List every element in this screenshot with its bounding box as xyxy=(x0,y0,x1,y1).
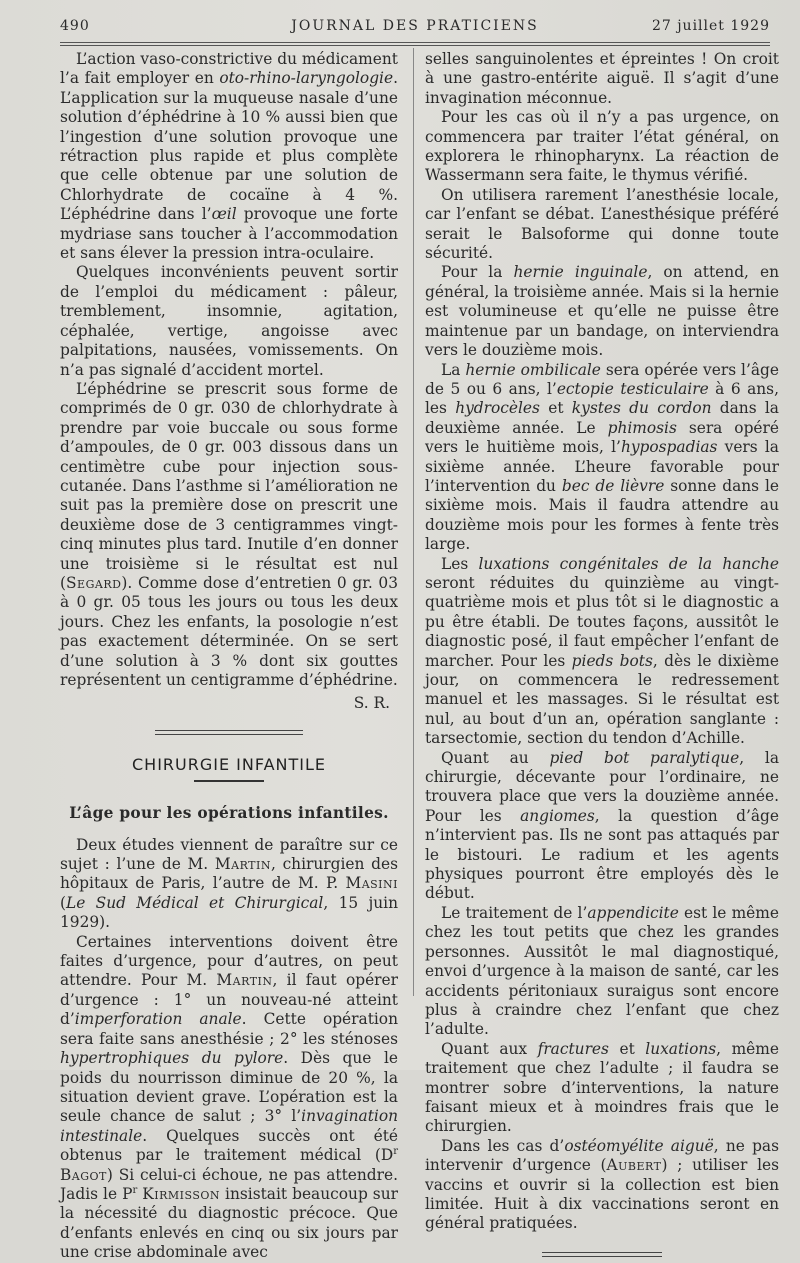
paragraph: La hernie ombilicale sera opérée vers l’âge de 5 ou 6 ans, l’ectopie testiculaire à 6 ans, les hydrocèles et kystes du cordon dans la deuxième année. Le phimosis sera opéré vers le huitième mois, l’hypospadias vers la sixième année. L’heure favorable pour l’intervention du bec de lièvre sonne dans le sixième mois. Mais il faudra attendre au douzième mois pour les formes à fente très large. xyxy=(425,360,779,554)
right-column xyxy=(425,50,779,1257)
issue-date: 27 juillet 1929 xyxy=(651,18,770,34)
paragraph: Deux études viennent de paraître sur ce sujet : l’une de M. Martin, chirurgien des hôpitaux de Paris, l’autre de M. P. Masini (Le Sud Médical et Chirurgical, 15 juin 1929). xyxy=(60,835,398,932)
header-rule xyxy=(60,42,770,46)
page-number: 490 xyxy=(60,18,90,34)
column-divider xyxy=(413,48,414,996)
paragraph: Certaines interventions doivent être faites d’urgence, pour d’autres, on peut attendre. Pour M. Martin, il faut opérer d’urgence : 1° un nouveau-né atteint d’imperforation anale. Cette opération sera faite sans anesthésie ; 2° les sténoses hypertrophiques du pylore. Dès que le poids du nourrisson diminue de 20 %, la situation devient grave. L’opération est la seule chance de salut ; 3° l’invagination intestinale. Quelques succès ont été obtenus par le traitement médical ($D^r$ Bagot) Si celui-ci échoue, ne pas attendre. Jadis le $P^r$ Kirmisson insistait beaucoup sur la nécessité du diagnostic précoce. Que d’enfants enlevés en cinq ou six jours par une crise abdominale avec xyxy=(60,932,399,1262)
paragraph: Quant aux fractures et luxations, même traitement que chez l’adulte ; il faudra se montrer sobre d’interventions, la nature faisant mieux et à moindres frais que le chirurgien. xyxy=(425,1039,779,1136)
paragraph: Quant au pied bot paralytique, la chirurgie, décevante pour l’ordinaire, ne trouvera place que vers la douzième année. Pour les angiomes, la question d’âge n’intervient pas. Ils ne sont pas attaqués par le bistouri. Le radium et les agents physiques pourront être employés dès le début. xyxy=(425,748,780,903)
paragraph: On utilisera rarement l’anesthésie locale, car l’enfant se débat. L’anesthésique préféré serait le Balsoforme qui donne toute sécurité. xyxy=(425,185,779,263)
paragraph: L’action vaso-constrictive du médicament l’a fait employer en oto-rhino-laryngologie. L’application sur la muqueuse nasale d’une solution d’éphédrine à 10 % aussi bien que l’ingestion d’une solution provoque une rétraction plus rapide et plus complète que celle obtenue par une solution de Chlorhydrate de cocaïne à 4 %. L’éphédrine dans l’œil provoque une forte mydriase sans toucher à l’accommodation et sans élever la pression intra-oculaire. xyxy=(60,50,398,263)
section-title: CHIRURGIE INFANTILE xyxy=(131,754,327,774)
paragraph: L’éphédrine se prescrit sous forme de comprimés de 0 gr. 030 de chlorhydrate à prendre par voie buccale ou sous forme d’ampoules, de 0 gr. 003 dissous dans un centimètre cube pour injection sous-cutanée. Dans l’asthme si l’amélioration ne suit pas la première dose on prescrit une deuxième dose de 3 centigrammes vingt-cinq minutes plus tard. Inutile d’en donner une troisième si le résultat est nul (Segard). Comme dose d’entretien 0 gr. 03 à 0 gr. 05 tous les jours ou tous les deux jours. Chez les enfants, la posologie n’est pas exactement déterminée. On se sert d’une solution à 3 % dont six gouttes représentent un centigramme d’éphédrine. xyxy=(60,379,398,689)
section-rule xyxy=(194,780,264,782)
paragraph: Les luxations congénitales de la hanche seront réduites du quinzième au vingt-quatrième mois et plus tôt si le diagnostic a pu être établi. De toutes façons, aussitôt le diagnostic posé, il faut empêcher l’enfant de marcher. Pour les pieds bots, dès le dixième jour, on commencera le redressement manuel et les massages. Si le résultat est nul, au bout d’un an, opération sanglante : tarsectomie, section du tendon d’Achille. xyxy=(425,554,779,748)
article-title: L’âge pour les opérations infantiles. xyxy=(69,804,389,823)
paragraph: Dans les cas d’ostéomyélite aiguë, ne pas intervenir d’urgence (Aubert) ; utiliser les vaccins et ouvrir si la collection est bien limitée. Huit à dix vaccinations seront en général pratiquées. xyxy=(425,1136,779,1233)
journal-title: JOURNAL DES PRATICIENS xyxy=(291,18,539,34)
paragraph: selles sanguinolentes et épreintes ! On croit à une gastro-entérite aiguë. Il s’agit d’une invagination méconnue. xyxy=(425,50,779,107)
author-signature: S. R. xyxy=(353,694,390,713)
end-rule xyxy=(542,1252,662,1257)
paragraph: Le traitement de l’appendicite est le même chez les tout petits que chez les grandes personnes. Aussitôt le mal diagnostiqué, envoi d’urgence à la maison de santé, car les accidents péritoniaux suraigus sont encore plus à craindre chez l’enfant que chez l’adulte. xyxy=(425,903,779,1039)
paragraph: Pour les cas où il n’y a pas urgence, on commencera par traiter l’état général, on explorera le rhinopharynx. La réaction de Wassermann sera faite, le thymus vérifié. xyxy=(425,108,779,185)
double-rule xyxy=(155,730,303,735)
paragraph: Pour la hernie inguinale, on attend, en général, la troisième année. Mais si la hernie est volumineuse et qu’elle ne puisse être maintenue par un bandage, on interviendra vers le douzième mois. xyxy=(425,263,779,360)
left-column xyxy=(60,50,398,1263)
page-header xyxy=(60,14,770,44)
paragraph: Quelques inconvénients peuvent sortir de l’emploi du médicament : pâleur, tremblement, insomnie, agitation, céphalée, vertige, angoisse avec palpitations, nausées, vomissements. On n’a pas signalé d’accident mortel. xyxy=(60,263,398,379)
